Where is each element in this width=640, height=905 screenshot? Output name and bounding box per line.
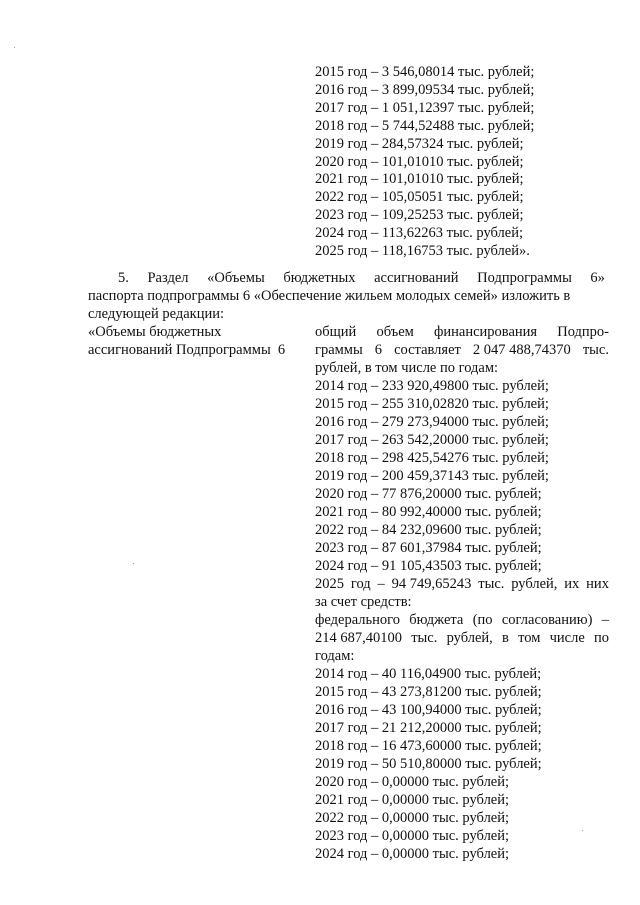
federal-budget-line	[315, 612, 609, 630]
year-amount-line: 2016 год – 3 899,09534 тыс. рублей;	[315, 81, 535, 98]
word: объем	[376, 324, 414, 340]
word: бюджетных	[283, 270, 356, 286]
word: общий	[315, 324, 357, 340]
year-amount-line: 2022 год – 84 232,09600 тыс. рублей;	[315, 522, 542, 538]
word: тыс.	[411, 630, 438, 646]
year-amount-line: 2021 год – 101,01010 тыс. рублей;	[315, 171, 524, 188]
year-amount-line: 2022 год – 0,00000 тыс. рублей;	[315, 810, 510, 826]
year-amount-line: 2019 год – 50 510,80000 тыс. рублей;	[315, 756, 542, 772]
year-amount-line: 2019 год – 200 459,37143 тыс. рублей;	[315, 468, 549, 484]
funding-sources-label: за счет средств:	[315, 594, 412, 610]
word: числе	[549, 630, 585, 646]
word: –	[601, 612, 609, 628]
year-amount-line: 2023 год – 109,25253 тыс. рублей;	[315, 207, 524, 224]
year-amount-line: 2021 год – 0,00000 тыс. рублей;	[315, 792, 510, 808]
year-amount-line: 2017 год – 21 212,20000 тыс. рублей;	[315, 720, 542, 736]
year-amount-line: 2023 год – 0,00000 тыс. рублей;	[315, 828, 510, 844]
year-amount-line: 2015 год – 255 310,02820 тыс. рублей;	[315, 396, 549, 412]
word: 6	[374, 342, 383, 358]
word: Раздел	[147, 270, 189, 286]
word: том	[518, 630, 541, 646]
year-amount-line: 2014 год – 40 116,04900 тыс. рублей;	[315, 666, 542, 682]
section-5-heading-line	[118, 270, 605, 288]
year-amount-line: 2015 год – 3 546,08014 тыс. рублей;	[315, 64, 535, 80]
year-amount-line: 2018 год – 5 744,52488 тыс. рублей;	[315, 117, 535, 134]
year-amount-line: 2017 год – 1 051,12397 тыс. рублей;	[315, 99, 535, 116]
year-amount-line: 2024 год – 0,00000 тыс. рублей;	[315, 846, 510, 862]
word: рублей,	[446, 630, 493, 646]
year-amount-line: 2023 год – 87 601,37984 тыс. рублей;	[315, 540, 542, 556]
year-amount-line: 2024 год – 91 105,43503 тыс. рублей;	[315, 558, 542, 574]
section-5-text-line: паспорта подпрограммы 6 «Обеспечение жильем молодых семей» изложить в	[88, 288, 571, 304]
federal-budget-line	[315, 630, 609, 648]
scan-speck	[14, 47, 15, 48]
word: них	[586, 576, 609, 592]
year-amount-line: 2020 год – 101,01010 тыс. рублей;	[315, 153, 524, 170]
scan-speck	[133, 563, 134, 564]
word: федерального	[315, 612, 400, 628]
year-amount-line: 2020 год – 77 876,20000 тыс. рублей;	[315, 486, 542, 502]
financing-intro-line	[315, 342, 609, 360]
year-amount-line: 2015 год – 43 273,81200 тыс. рублей;	[315, 684, 542, 700]
section-5-text-line: следующей редакции:	[88, 306, 225, 322]
word: в	[502, 630, 509, 646]
word: Подпрограммы	[477, 270, 572, 286]
year-amount-line: 2022 год – 105,05051 тыс. рублей;	[315, 189, 524, 206]
passport-field-label: «Объемы бюджетных	[88, 324, 222, 340]
word: рублей,	[511, 576, 558, 592]
total-2025-line	[315, 576, 609, 594]
word: ассигнований	[374, 270, 459, 286]
word: 6»	[590, 270, 605, 286]
year-amount-line: 2016 год – 279 273,94000 тыс. рублей;	[315, 414, 549, 430]
word: тыс.	[582, 342, 609, 358]
word: граммы	[315, 342, 363, 358]
word: бюджета	[409, 612, 464, 628]
year-amount-line: 2025 год – 118,16753 тыс. рублей».	[315, 243, 530, 259]
year-amount-line: 2020 год – 0,00000 тыс. рублей;	[315, 774, 510, 790]
word: по	[593, 630, 609, 646]
scan-speck	[582, 830, 583, 831]
year-amount-line: 2021 год – 80 992,40000 тыс. рублей;	[315, 504, 542, 520]
word: 94 749,65243	[391, 576, 472, 592]
word: –	[377, 576, 385, 592]
financing-intro-line	[315, 324, 609, 342]
word: (по	[472, 612, 493, 628]
word: «Объемы	[207, 270, 265, 286]
word: согласованию)	[501, 612, 593, 628]
word: тыс.	[478, 576, 505, 592]
financing-intro-line: рублей, в том числе по годам:	[315, 360, 499, 376]
word: 214 687,40100	[315, 630, 402, 646]
word: их	[564, 576, 580, 592]
year-amount-line: 2019 год – 284,57324 тыс. рублей;	[315, 135, 524, 152]
passport-field-label: ассигнований Подпрограммы 6	[88, 342, 286, 358]
word: финансирования	[433, 324, 538, 340]
year-amount-line: 2014 год – 233 920,49800 тыс. рублей;	[315, 378, 549, 394]
word: 2 047 488,74370	[472, 342, 571, 358]
year-amount-line: 2016 год – 43 100,94000 тыс. рублей;	[315, 702, 542, 718]
year-amount-line: 2018 год – 298 425,54276 тыс. рублей;	[315, 450, 549, 466]
word: 2025	[315, 576, 344, 592]
federal-budget-line: годам:	[315, 648, 355, 664]
year-amount-line: 2024 год – 113,62263 тыс. рублей;	[315, 225, 523, 242]
word: Подпро-	[557, 324, 609, 340]
year-amount-line: 2017 год – 263 542,20000 тыс. рублей;	[315, 432, 549, 448]
word: составляет	[394, 342, 461, 358]
year-amount-line: 2018 год – 16 473,60000 тыс. рублей;	[315, 738, 542, 754]
word: 5.	[118, 270, 129, 286]
word: год	[350, 576, 371, 592]
